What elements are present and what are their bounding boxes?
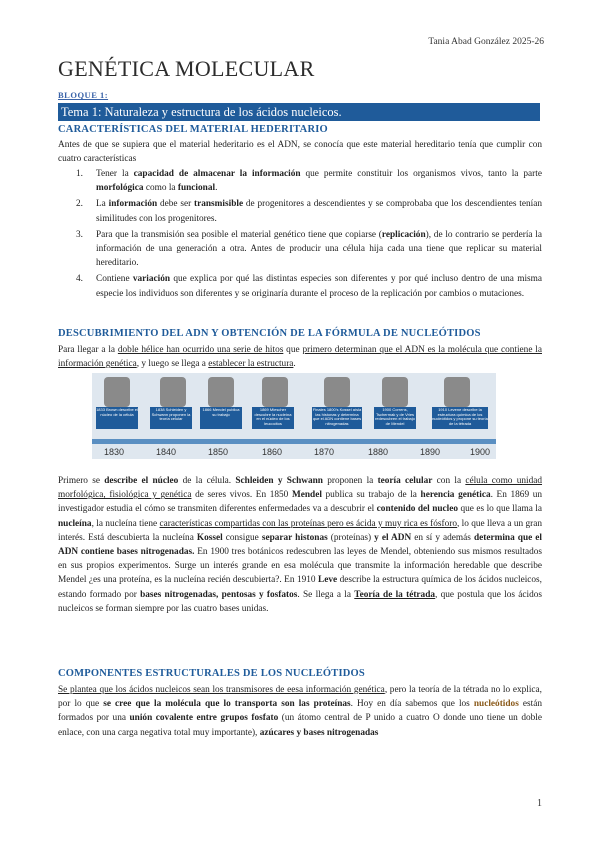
timeline-event: 1869 Miescher descubre la nucleína en el núcleo de los leucocitos xyxy=(252,407,294,429)
portrait-image xyxy=(444,377,470,407)
portrait-image xyxy=(208,377,234,407)
timeline-event: 1900 Correns, Tschermak y de Vries redescubren el trabajo de Mendel xyxy=(374,407,416,429)
timeline-year: 1880 xyxy=(368,447,389,457)
list-number: 3. xyxy=(76,229,83,240)
block-label: BLOQUE 1: xyxy=(58,90,109,100)
discovery-history-paragraph: Primero se describe el núcleo de la célula. Schleiden y Schwann proponen la teoría celular con la célula como unidad morfológica, fisiológica y genética de seres vivos. En 1850 Mendel publica su trabajo de la herencia genética. En 1869 un investigador estudia el cómo se transmiten diferentes enfermedades va a descubrir el contenido del nucleo que es lo que llama la nucleína, la nucleína tiene características compartidas con las proteínas pero es ácida y muy rica es fósforo, lo que lleva a un gran interés. Está descubierta la nucleína Kossel consigue separar histonas (proteínas) y el ADN en sí y además determina que el ADN contiene bases nitrogenadas. En 1900 tres botánicos redescubren las leyes de Mendel, obteniendo sus mismos resultados en sus propios experimentos. Surge un interés grande en esa molécula que transmite la información heredable que describe Mendel ¿es una proteína, es la nucleína recién descubierta?. En 1910 Leve describe la estructura química de los ácidos nucleicos, estando formado por bases nitrogenadas, pentosas y fosfatos. Se llega a la Teoría de la tétrada, que postula que los ácidos nucleicos se forman siempre por las cuatro bases unidas. xyxy=(58,476,543,614)
characteristics-list xyxy=(58,167,542,303)
list-number: 2. xyxy=(76,199,83,210)
list-item: 1. Tener la capacidad de almacenar la información que permite constituir los organismos vivos, tanto la parte morfológica como la funcional. xyxy=(76,169,542,194)
portrait-image xyxy=(324,377,350,407)
timeline-year: 1850 xyxy=(208,447,229,457)
timeline-year: 1900 xyxy=(470,447,491,457)
list-number: 4. xyxy=(76,274,83,285)
timeline-year: 1890 xyxy=(420,447,441,457)
portrait-image xyxy=(160,377,186,407)
timeline-year: 1870 xyxy=(314,447,335,457)
list-item: 4. Contiene variación que explica por qué las distintas especies son diferentes y por qué incluso dentro de una misma especie los individuos son diferentes y se originaría durante el proceso de la replicación por cambios o mutaciones. xyxy=(76,274,542,299)
timeline-event: 1833 Brown describe el núcleo de la célula xyxy=(96,407,138,429)
portrait-image xyxy=(382,377,408,407)
timeline-year: 1840 xyxy=(156,447,177,457)
list-number: 1. xyxy=(76,169,83,179)
section-heading-characteristics: CARACTERÍSTICAS DEL MATERIAL HEDERITARIO xyxy=(58,124,328,135)
section-intro-paragraph: Antes de que se supiera que el material hederitario es el ADN, se conocía que este material hereditario tenía que cumplir con cuatro características xyxy=(58,140,542,165)
page-number: 1 xyxy=(537,798,542,809)
list-item: 3. Para que la transmisión sea posible el material genético tiene que copiarse (replicación), de lo contrario se perdería la información de una generación a otra. Antes de producir una célula hija cada una tiene que replicar su material hereditario. xyxy=(76,229,542,269)
timeline-year: 1860 xyxy=(262,447,283,457)
discovery-timeline-image xyxy=(92,373,496,459)
timeline-event: 1838 Schleiden y Schwann proponen la teoría celular xyxy=(150,407,192,429)
timeline-axis xyxy=(92,439,496,444)
timeline-year: 1830 xyxy=(104,447,125,457)
portrait-image xyxy=(104,377,130,407)
section-heading-discovery: DESCUBRIMIENTO DEL ADN Y OBTENCIÓN DE LA FÓRMULA DE NUCLEÓTIDOS xyxy=(58,328,481,339)
components-paragraph: Se plantea que los ácidos nucleicos sean los transmisores de eesa información genética, pero la teoría de la tétrada no lo explica, por lo que se cree que la molécula que lo transporta son las proteínas. Hoy en día sabemos que los nucleótidos están formados por una unión covalente entre grupos fosfato (un átomo central de P unido a cuatro O donde uno tiene un doble enlace, con una carga negativa total muy importante), azúcares y bases nitrogenadas xyxy=(58,685,542,738)
discovery-intro-paragraph: Para llegar a la doble hélice han ocurrido una serie de hitos que primero determinan que el ADN es la molécula que contiene la información genética, y luego se llega a establecer la estructura. xyxy=(58,345,542,370)
portrait-image xyxy=(262,377,288,407)
timeline-event: 1910 Levene describe la estructura química de los nucleótidos y propone su teoría de la tétrada xyxy=(432,407,488,429)
timeline-event: 1866 Mendel publica su trabajo xyxy=(200,407,242,429)
list-item: 2. La información debe ser transmisible de progenitores a descendientes y se comprobaba que los descendientes tenían similitudes con los progenitores. xyxy=(76,199,542,224)
document-title: GENÉTICA MOLECULAR xyxy=(58,56,315,81)
section-heading-components: COMPONENTES ESTRUCTURALES DE LOS NUCLEÓTIDOS xyxy=(58,668,365,679)
header-author: Tania Abad González 2025-26 xyxy=(428,37,544,47)
topic-heading: Tema 1: Naturaleza y estructura de los ácidos nucleicos. xyxy=(58,103,540,121)
timeline-event: Finales 1800's Kossel aísla las histonas y determina que el ADN contiene bases nitrogenadas xyxy=(312,407,362,429)
